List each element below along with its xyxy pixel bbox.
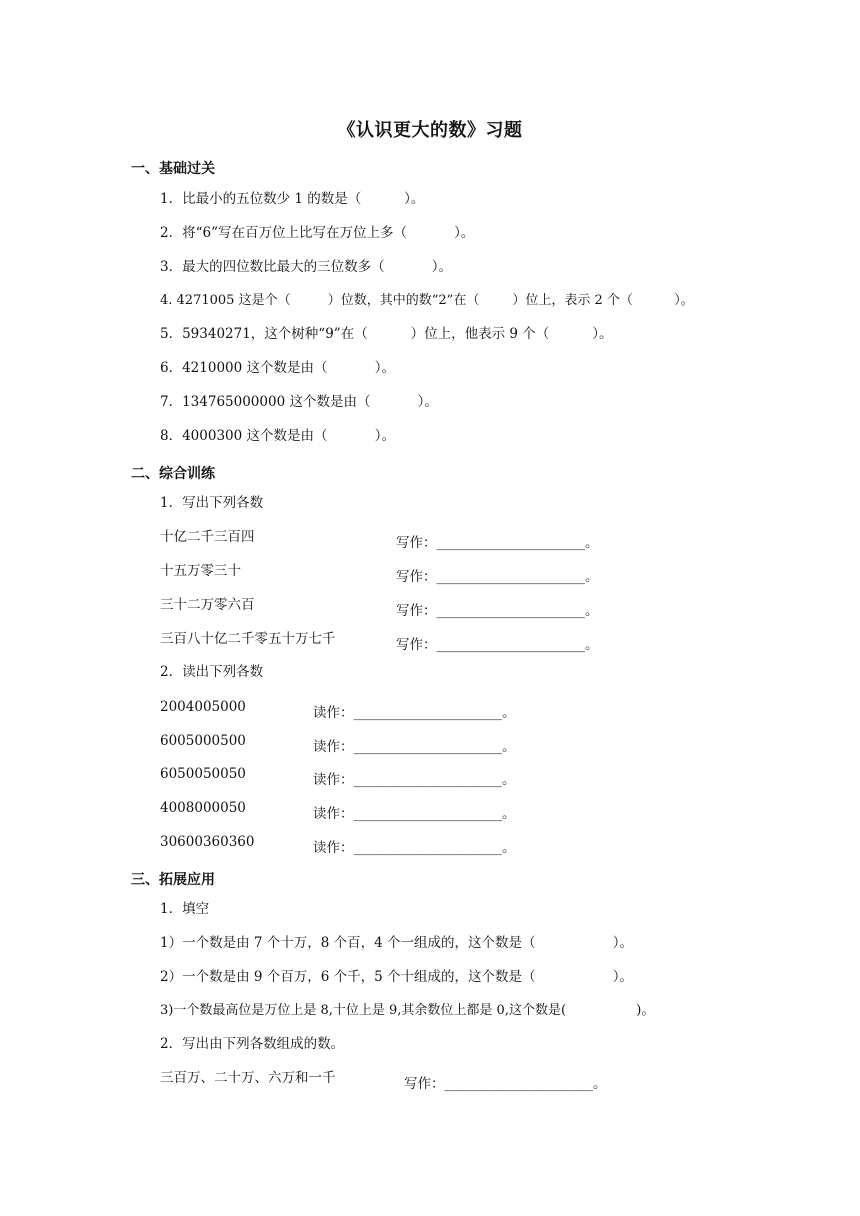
question-1-2: 2．将“6”写在百万位上比写在万位上多（ ）。: [160, 225, 475, 241]
write-row-1-answer: 写作：______________________。: [396, 535, 599, 551]
subheading-write-numbers: 1．写出下列各数: [160, 495, 264, 511]
section-heading-extension: 三、拓展应用: [131, 872, 215, 888]
section-heading-basic: 一、基础过关: [131, 161, 215, 177]
read-row-2-number: 6005000500: [160, 733, 246, 749]
write-row-4-words: 三百八十亿二千零五十万七千: [160, 631, 336, 647]
read-row-3-number: 6050050050: [160, 766, 246, 782]
page-title: 《认识更大的数》习题: [337, 120, 523, 141]
write-row-2-words: 十五万零三十: [160, 563, 241, 579]
fill-question-1: 1）一个数是由 7 个十万，8 个百，4 个一组成的，这个数是（ ）。: [160, 935, 634, 951]
compose-row-words: 三百万、二十万、六万和一千: [160, 1070, 336, 1086]
subheading-fill-blanks: 1．填空: [160, 901, 210, 917]
compose-row-answer: 写作：______________________。: [404, 1076, 607, 1092]
fill-question-3: 3)一个数最高位是万位上是 8,十位上是 9,其余数位上都是 0,这个数是( )。: [160, 1003, 655, 1018]
read-row-2-answer: 读作：______________________。: [313, 739, 516, 755]
read-row-3-answer: 读作：______________________。: [313, 772, 516, 788]
question-1-6: 6．4210000 这个数是由（ ）。: [160, 360, 395, 376]
question-1-8: 8．4000300 这个数是由（ ）。: [160, 428, 395, 444]
fill-question-2: 2）一个数是由 9 个百万，6 个千，5 个十组成的，这个数是（ ）。: [160, 969, 634, 985]
question-1-5: 5．59340271，这个树种“9”在（ ）位上，他表示 9 个（ ）。: [160, 326, 613, 342]
read-row-1-answer: 读作：______________________。: [313, 705, 516, 721]
question-1-4: 4. 4271005 这是个（ ）位数，其中的数“2”在（ ）位上，表示 2 个（ ）。: [160, 293, 694, 308]
section-heading-practice: 二、综合训练: [131, 466, 215, 482]
write-row-3-words: 三十二万零六百: [160, 597, 255, 613]
subheading-read-numbers: 2．读出下列各数: [160, 664, 264, 680]
read-row-1-number: 2004005000: [160, 699, 246, 715]
write-row-3-answer: 写作：______________________。: [396, 603, 599, 619]
read-row-5-number: 30600360360: [160, 834, 255, 850]
read-row-4-answer: 读作：______________________。: [313, 806, 516, 822]
read-row-4-number: 4008000050: [160, 800, 246, 816]
question-1-7: 7．134765000000 这个数是由（ ）。: [160, 394, 438, 410]
read-row-5-answer: 读作：______________________。: [313, 840, 516, 856]
write-row-4-answer: 写作：______________________。: [396, 637, 599, 653]
question-1-3: 3．最大的四位数比最大的三位数多（ ）。: [160, 259, 453, 275]
question-1-1: 1．比最小的五位数少 1 的数是（ ）。: [160, 191, 425, 207]
subheading-compose-number: 2．写出由下列各数组成的数。: [160, 1036, 345, 1052]
write-row-1-words: 十亿二千三百四: [160, 529, 255, 545]
write-row-2-answer: 写作：______________________。: [396, 569, 599, 585]
